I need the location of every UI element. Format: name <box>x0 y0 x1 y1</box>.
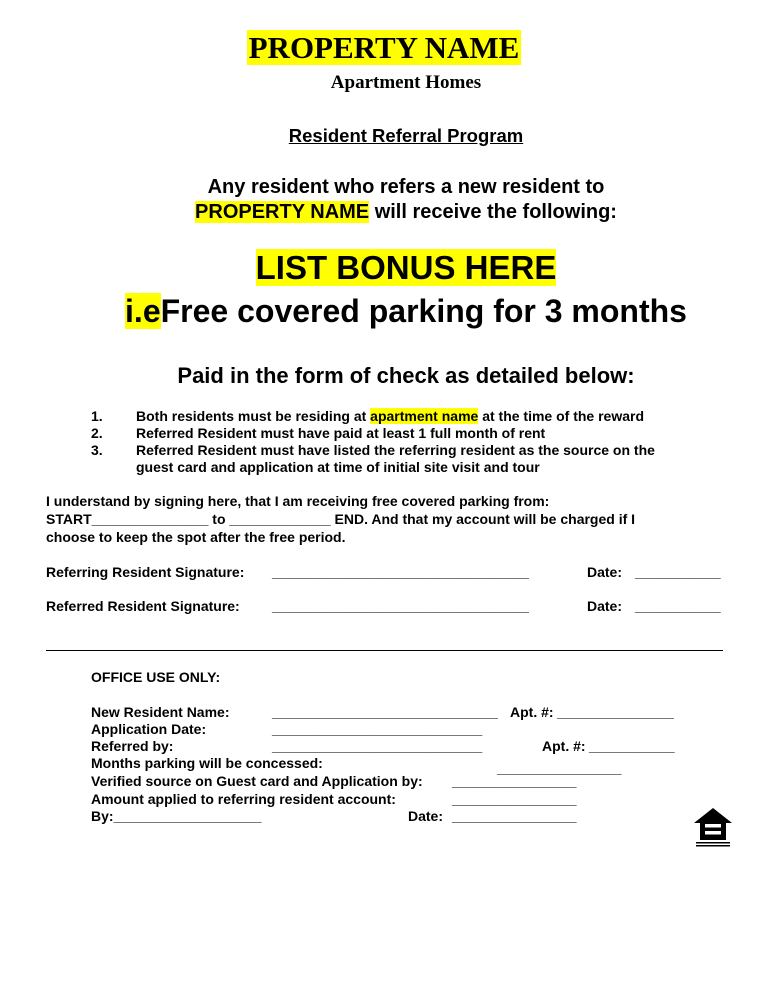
bonus-example <box>0 293 768 330</box>
office-date-label: Date: <box>408 808 444 824</box>
office-use-heading: OFFICE USE ONLY: <box>91 669 221 685</box>
bonus-example-text: Free covered parking for 3 months <box>160 293 687 329</box>
bonus-example-prefix: i.e <box>125 293 161 329</box>
condition-text-before: Both residents must be residing at <box>136 408 371 424</box>
condition-text-continued: guest card and application at time of initial site visit and tour <box>136 459 540 475</box>
condition-text-after: at the time of the reward <box>478 408 645 424</box>
program-title: Resident Referral Program <box>288 125 524 146</box>
condition-number: 1. <box>91 408 103 424</box>
subtitle: Apartment Homes <box>330 72 482 93</box>
referring-date-line[interactable]: ___________ <box>635 564 721 580</box>
section-divider <box>46 650 723 651</box>
months-parking-field[interactable]: ________________ <box>497 760 622 776</box>
months-parking-label: Months parking will be concessed: <box>91 755 323 771</box>
condition-text: Referred Resident must have paid at least 1 full month of rent <box>136 425 546 441</box>
application-date-field[interactable]: ___________________________ <box>272 721 483 737</box>
office-date-field[interactable]: ________________ <box>452 808 577 824</box>
intro-line-2 <box>0 201 768 224</box>
bonus-headline <box>0 249 768 287</box>
condition-text <box>136 408 644 424</box>
intro-line-1: Any resident who refers a new resident to <box>207 176 605 198</box>
condition-text: Referred Resident must have listed the referring resident as the source on the <box>136 442 655 458</box>
apt-field[interactable]: _______________ <box>557 704 674 720</box>
referring-date-label: Date: <box>587 564 623 580</box>
referring-signature-line[interactable]: _________________________________ <box>272 564 529 580</box>
amount-applied-field[interactable]: ________________ <box>452 791 577 807</box>
agreement-line-2: START_______________ to _____________ END. And that my account will be charged if I <box>46 511 636 527</box>
by-field[interactable]: By:___________________ <box>91 808 262 824</box>
verified-source-field[interactable]: ________________ <box>452 773 577 789</box>
amount-applied-label: Amount applied to referring resident account: <box>91 791 396 807</box>
referred-by-label: Referred by: <box>91 738 174 754</box>
condition-number: 3. <box>91 442 103 458</box>
bonus-headline-text: LIST BONUS HERE <box>255 249 557 286</box>
condition-number: 2. <box>91 425 103 441</box>
application-date-label: Application Date: <box>91 721 207 737</box>
apt-label: Apt. #: <box>510 704 554 720</box>
agreement-line-3: choose to keep the spot after the free period. <box>46 529 346 545</box>
equal-housing-icon <box>692 806 734 848</box>
apt-field-2[interactable]: ___________ <box>589 738 675 754</box>
referred-signature-line[interactable]: _________________________________ <box>272 598 529 614</box>
new-resident-label: New Resident Name: <box>91 704 230 720</box>
property-name-highlight: PROPERTY NAME <box>248 30 520 65</box>
intro-line-2-rest: will receive the following: <box>369 201 617 223</box>
new-resident-field[interactable]: _____________________________ <box>272 704 498 720</box>
payment-note: Paid in the form of check as detailed below: <box>177 363 635 388</box>
agreement-line-1: I understand by signing here, that I am receiving free covered parking from: <box>46 493 550 509</box>
referred-by-field[interactable]: ___________________________ <box>272 738 483 754</box>
referring-signature-label: Referring Resident Signature: <box>46 564 245 580</box>
property-name-title <box>0 30 768 66</box>
apt-label-2: Apt. #: <box>542 738 586 754</box>
referred-date-label: Date: <box>587 598 623 614</box>
intro-property-name: PROPERTY NAME <box>195 201 370 223</box>
referred-date-line[interactable]: ___________ <box>635 598 721 614</box>
referred-signature-label: Referred Resident Signature: <box>46 598 240 614</box>
condition-apartment-name: apartment name <box>370 408 479 424</box>
verified-source-label: Verified source on Guest card and Application by: <box>91 773 423 789</box>
